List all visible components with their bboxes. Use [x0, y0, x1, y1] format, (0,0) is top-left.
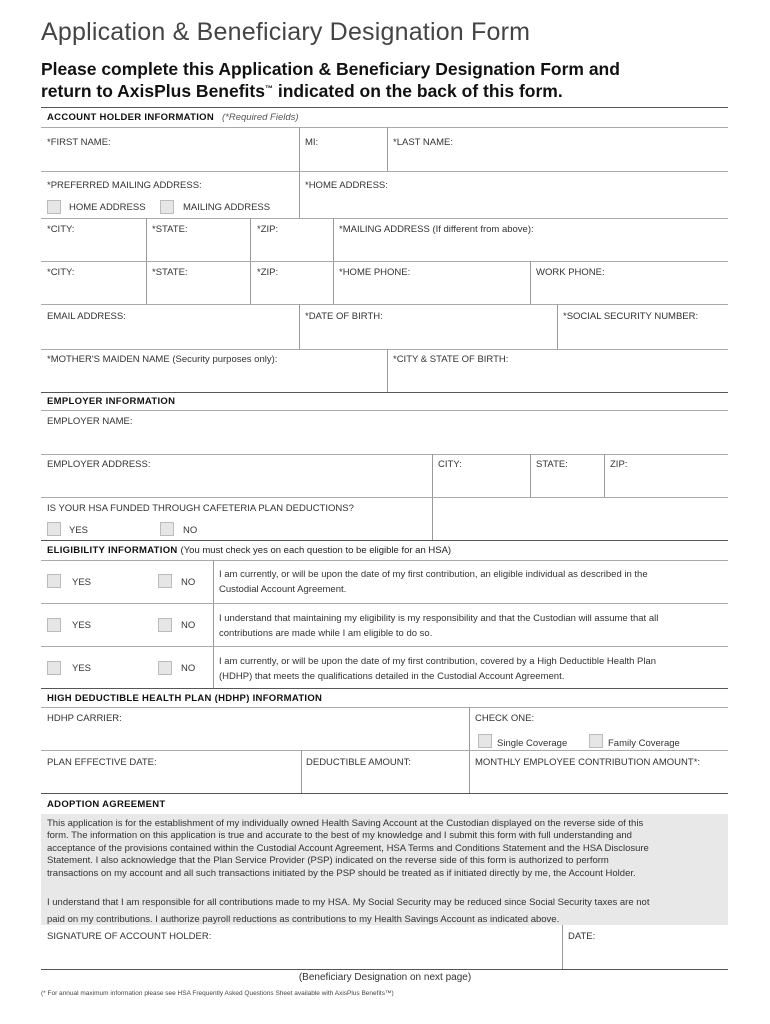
eligibility-q3-no-checkbox[interactable] [158, 661, 172, 675]
divider [41, 218, 728, 219]
email-label: EMAIL ADDRESS: [47, 311, 126, 322]
family-coverage-checkbox[interactable] [589, 734, 603, 748]
divider [387, 349, 388, 392]
zip-label-2: *ZIP: [257, 267, 279, 278]
birth-place-label: *CITY & STATE OF BIRTH: [393, 354, 509, 365]
home-phone-label: *HOME PHONE: [339, 267, 411, 278]
mailing-address-checkbox[interactable] [160, 200, 174, 214]
footnote: (* For annual maximum information please see HSA Frequently Asked Questions Sheet available with AxisPlus Benefits™) [41, 990, 394, 997]
ssn-label: *SOCIAL SECURITY NUMBER: [563, 311, 699, 322]
mailing-address-option-label: MAILING ADDRESS [183, 202, 271, 213]
employer-state-label: STATE: [536, 459, 568, 470]
eligibility-q2-yes-label: YES [72, 620, 92, 631]
subtitle-line-2b: indicated on the back of this form. [272, 81, 563, 101]
employer-section-heading: EMPLOYER INFORMATION [47, 396, 176, 407]
divider [530, 454, 531, 497]
check-one-label: CHECK ONE: [475, 713, 535, 724]
cafeteria-yes-checkbox[interactable] [47, 522, 61, 536]
cafeteria-yes-label: YES [69, 525, 89, 536]
employer-address-label: EMPLOYER ADDRESS: [47, 459, 151, 470]
adoption-paragraph-1: This application is for the establishment of my individually owned Health Saving Account at the Custodian displayed on the reverse side of this form. The information on this application is true and accurate to the best of my knowledge and I submit this form with full understanding and acceptance of the provisions contained within the Custodial Account Agreement, HSA Terms and Conditions Statement and the HSA Disclosure Statement. I also acknowledge that the Plan Service Provider (PSP) indicated on the reverse side of this form is authorized to perform transactions on my account and all such transactions initiated by the PSP should be treated as if initiated directly by me, the Account Holder. [47, 818, 649, 879]
eligibility-q1-no-label: NO [181, 577, 196, 588]
home-address-label: *HOME ADDRESS: [305, 180, 388, 191]
eligibility-note: (You must check yes on each question to be eligible for an HSA) [180, 545, 452, 556]
cafeteria-question: IS YOUR HSA FUNDED THROUGH CAFETERIA PLAN DEDUCTIONS? [47, 503, 354, 514]
divider [41, 969, 728, 970]
divider [41, 603, 728, 604]
cafeteria-no-checkbox[interactable] [160, 522, 174, 536]
employer-city-label: CITY: [438, 459, 462, 470]
state-label: *STATE: [152, 224, 188, 235]
trademark-mark: ™ [264, 84, 273, 93]
work-phone-label: WORK PHONE: [536, 267, 605, 278]
divider [299, 171, 300, 218]
required-note: (*Required Fields) [222, 112, 299, 123]
home-address-checkbox[interactable] [47, 200, 61, 214]
maiden-name-label: *MOTHER'S MAIDEN NAME (Security purposes only): [47, 354, 278, 365]
city-label-2: *CITY: [47, 267, 75, 278]
hdhp-carrier-label: HDHP CARRIER: [47, 713, 122, 724]
mi-label: MI: [305, 137, 319, 148]
single-coverage-checkbox[interactable] [478, 734, 492, 748]
divider [213, 560, 214, 688]
mailing-address-label: *MAILING ADDRESS (If different from above): [339, 224, 534, 235]
divider [299, 127, 300, 171]
employer-zip-label: ZIP: [610, 459, 628, 470]
eligibility-q1-no-checkbox[interactable] [158, 574, 172, 588]
adoption-paragraph-2: I understand that I am responsible for all contributions made to my HSA. My Social Security may be reduced since Social Security taxes are not paid on my contributions. I authorize payroll reductions as contributions to my Health Savings Account as indicated above. [47, 897, 650, 925]
single-coverage-label: Single Coverage [497, 738, 568, 749]
date-label: DATE: [568, 931, 596, 942]
plan-effective-date-label: PLAN EFFECTIVE DATE: [47, 757, 157, 768]
divider [530, 261, 531, 304]
eligibility-section-heading: ELIGIBILITY INFORMATION (You must check yes on each question to be eligible for an HSA) [47, 545, 452, 556]
employer-name-label: EMPLOYER NAME: [47, 416, 133, 427]
eligibility-q3-no-label: NO [181, 663, 196, 674]
eligibility-q3-yes-label: YES [72, 663, 92, 674]
eligibility-statement-3: I am currently, or will be upon the date of my first contribution, covered by a High Deductible Health Plan (HDHP) that meets the qualifications detailed in the Custodial Account Agreement. [219, 656, 657, 682]
divider [41, 497, 728, 498]
eligibility-q2-no-checkbox[interactable] [158, 618, 172, 632]
account-section-heading: ACCOUNT HOLDER INFORMATION (*Required Fields) [47, 112, 299, 123]
divider [557, 304, 558, 349]
divider [41, 349, 728, 350]
divider [41, 171, 728, 172]
preferred-mailing-label: *PREFERRED MAILING ADDRESS: [47, 180, 202, 191]
family-coverage-label: Family Coverage [608, 738, 680, 749]
cafeteria-no-label: NO [183, 525, 198, 536]
divider [41, 127, 728, 128]
dob-label: *DATE OF BIRTH: [305, 311, 383, 322]
divider [41, 410, 728, 411]
divider [41, 304, 728, 305]
eligibility-statement-1: I am currently, or will be upon the date of my first contribution, an eligible individual as described in the Custodial Account Agreement. [219, 569, 648, 595]
subtitle-line-1: Please complete this Application & Beneficiary Designation Form and [41, 59, 620, 79]
divider [387, 127, 388, 171]
eligibility-q1-yes-checkbox[interactable] [47, 574, 61, 588]
deductible-amount-label: DEDUCTIBLE AMOUNT: [306, 757, 412, 768]
divider [301, 750, 302, 793]
divider [41, 560, 728, 561]
divider [41, 707, 728, 708]
monthly-contribution-label: MONTHLY EMPLOYEE CONTRIBUTION AMOUNT*: [475, 757, 701, 768]
eligibility-q2-no-label: NO [181, 620, 196, 631]
eligibility-q3-yes-checkbox[interactable] [47, 661, 61, 675]
home-address-option-label: HOME ADDRESS [69, 202, 146, 213]
form-title: Application & Beneficiary Designation Form [41, 18, 531, 46]
divider [41, 454, 728, 455]
eligibility-q2-yes-checkbox[interactable] [47, 618, 61, 632]
eligibility-statement-2: I understand that maintaining my eligibility is my responsibility and that the Custodian will assume that all contributions are made while I am eligible to do so. [219, 613, 659, 639]
divider [299, 304, 300, 349]
hdhp-section-heading: HIGH DEDUCTIBLE HEALTH PLAN (HDHP) INFORMATION [47, 693, 323, 704]
next-page-note: (Beneficiary Designation on next page) [298, 972, 472, 983]
divider [41, 392, 728, 393]
last-name-label: *LAST NAME: [393, 137, 454, 148]
divider [604, 454, 605, 497]
first-name-label: *FIRST NAME: [47, 137, 111, 148]
divider [41, 793, 728, 794]
zip-label: *ZIP: [257, 224, 279, 235]
city-label: *CITY: [47, 224, 75, 235]
divider [41, 540, 728, 541]
form-subtitle [41, 58, 731, 102]
state-label-2: *STATE: [152, 267, 188, 278]
divider [41, 688, 728, 689]
signature-label: SIGNATURE OF ACCOUNT HOLDER: [47, 931, 212, 942]
divider [41, 750, 728, 751]
subtitle-line-2a: return to AxisPlus Benefits [41, 81, 265, 101]
divider [562, 925, 563, 969]
divider [41, 107, 728, 108]
divider [41, 646, 728, 647]
divider [41, 261, 728, 262]
adoption-section-heading: ADOPTION AGREEMENT [47, 799, 166, 810]
eligibility-q1-yes-label: YES [72, 577, 92, 588]
